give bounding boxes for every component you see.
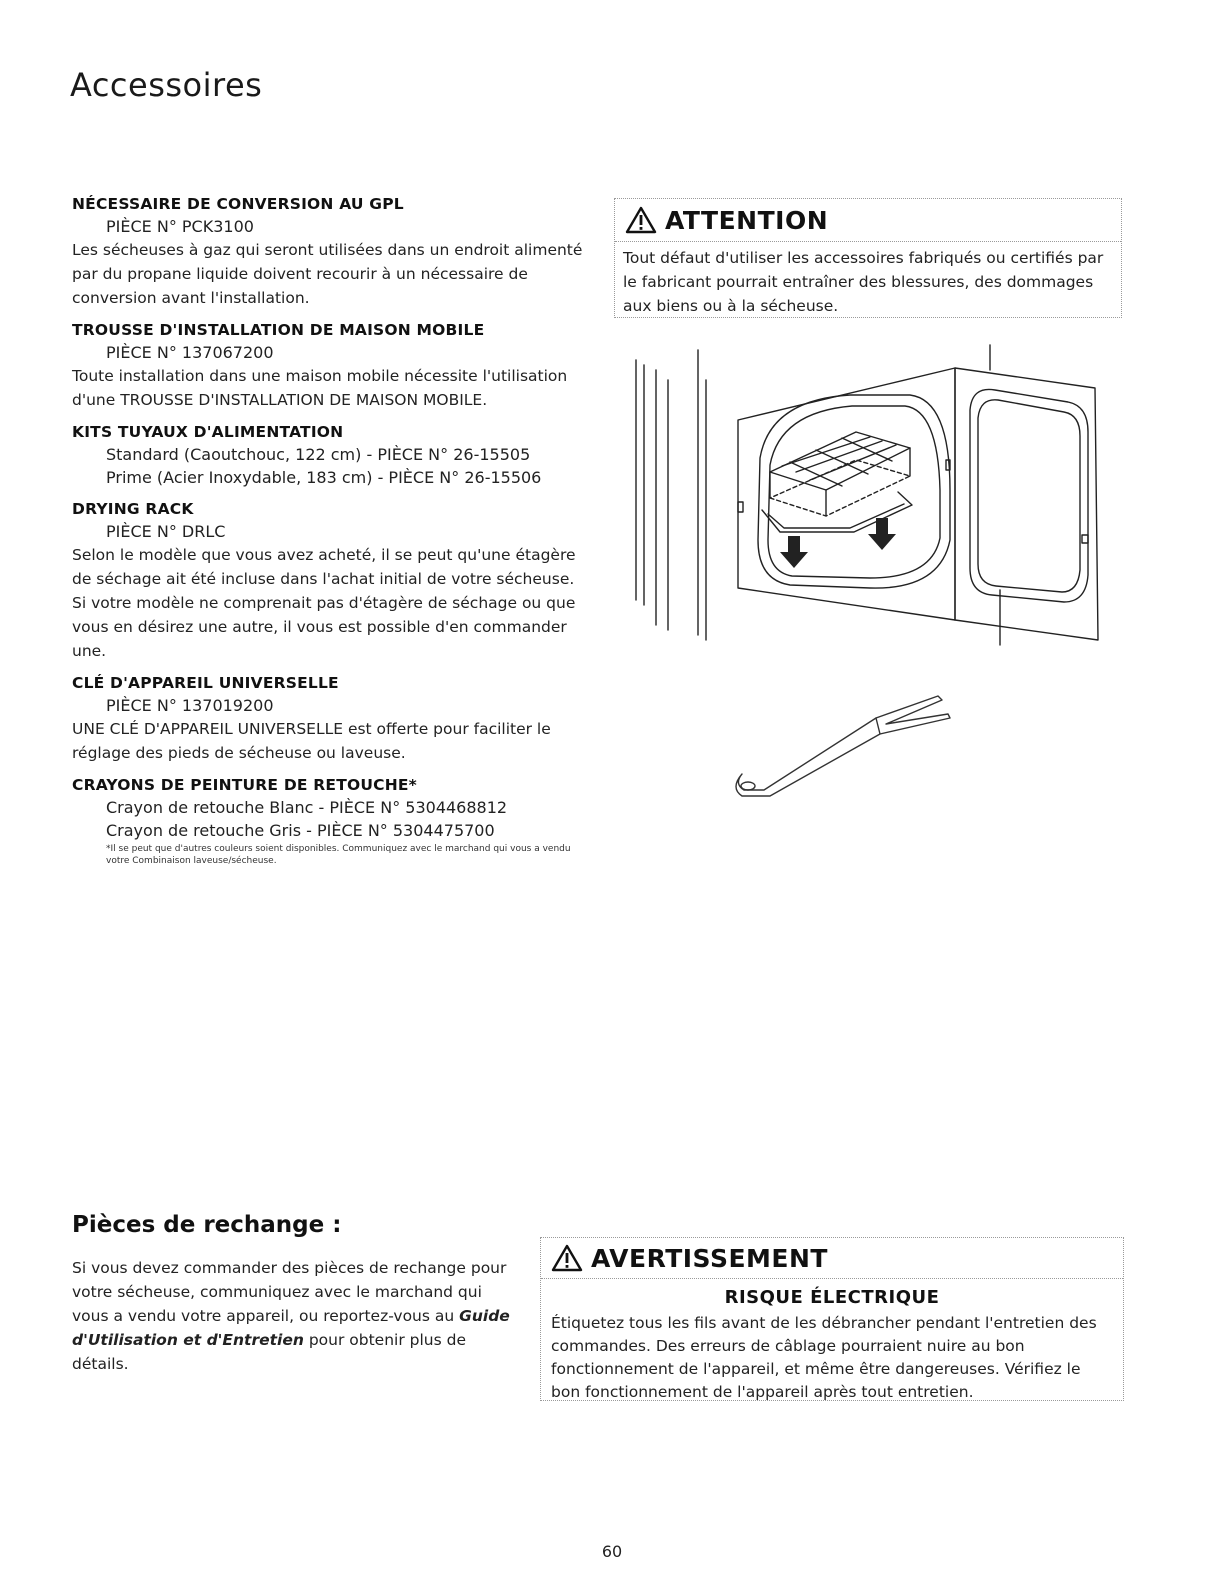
accessory-heading: CLÉ D'APPAREIL UNIVERSELLE bbox=[72, 674, 339, 692]
accessory-heading: KITS TUYAUX D'ALIMENTATION bbox=[72, 423, 344, 441]
accessory-part-number: PIÈCE N° 137019200 bbox=[106, 696, 274, 715]
accessory-hose-kits bbox=[72, 421, 592, 489]
accessory-part-number: PIÈCE N° PCK3100 bbox=[106, 217, 254, 236]
warning-text: Étiquetez tous les fils avant de les débrancher pendant l'entretien des commandes. Des erreurs de câblage pourraient nuire au bon fonctionnement de l'appareil, et même être dangereuses. Vérifiez le bon fonctionnement de l'appareil après tout entretien. bbox=[551, 1314, 1097, 1401]
accessory-description: Toute installation dans une maison mobile nécessite l'utilisation d'une TROUSSE D'INSTALLATION DE MAISON MOBILE. bbox=[72, 367, 568, 409]
accessory-heading: CRAYONS DE PEINTURE DE RETOUCHE* bbox=[72, 776, 417, 794]
page-title: Accessoires bbox=[70, 66, 263, 104]
replacement-text-before: Si vous devez commander des pièces de rechange pour votre sécheuse, communiquez avec le marchand qui vous a vendu votre appareil, ou reportez-vous au bbox=[72, 1259, 507, 1325]
guide-reference: Guide d'Utilisation et d'Entretien bbox=[72, 1307, 510, 1349]
attention-text: Tout défaut d'utiliser les accessoires fabriqués ou certifiés par le fabricant pourrait entraîner des blessures, des dommages aux biens ou à la sécheuse. bbox=[623, 249, 1104, 315]
attention-signal-word: ATTENTION bbox=[665, 205, 829, 235]
accessory-part-number: PIÈCE N° DRLC bbox=[106, 522, 226, 541]
attention-box bbox=[614, 198, 1122, 318]
warning-header bbox=[541, 1238, 1123, 1279]
warning-box bbox=[540, 1237, 1124, 1401]
accessory-mobile-home-kit bbox=[72, 319, 592, 412]
accessory-description: Les sécheuses à gaz qui seront utilisées dans un endroit alimenté par du propane liquide doivent recourir à un nécessaire de conversion avant l'installation. bbox=[72, 241, 583, 307]
accessory-option: Crayon de retouche Gris - PIÈCE N° 5304475700 bbox=[106, 821, 495, 840]
accessory-option: Prime (Acier Inoxydable, 183 cm) - PIÈCE N° 26-15506 bbox=[106, 468, 542, 487]
accessory-heading: DRYING RACK bbox=[72, 500, 194, 518]
accessory-heading: NÉCESSAIRE DE CONVERSION AU GPL bbox=[72, 195, 404, 213]
accessory-lpg-conversion bbox=[72, 193, 592, 310]
replacement-parts-text bbox=[72, 1256, 512, 1376]
replacement-parts-title: Pièces de rechange : bbox=[72, 1212, 342, 1238]
accessory-option: Standard (Caoutchouc, 122 cm) - PIÈCE N° 26-15505 bbox=[106, 445, 531, 464]
footnote: *Il se peut que d'autres couleurs soient disponibles. Communiquez avec le marchand qui vous a vendu votre Combinaison laveuse/sécheuse. bbox=[106, 844, 571, 866]
replacement-text-after: pour obtenir plus de détails. bbox=[72, 1331, 466, 1373]
accessory-description: UNE CLÉ D'APPAREIL UNIVERSELLE est offerte pour faciliter le réglage des pieds de sécheuse ou laveuse. bbox=[72, 720, 551, 762]
warning-signal-word: AVERTISSEMENT bbox=[591, 1243, 828, 1273]
universal-wrench-illustration bbox=[730, 688, 960, 808]
accessory-heading: TROUSSE D'INSTALLATION DE MAISON MOBILE bbox=[72, 321, 485, 339]
dryer-rack-illustration bbox=[620, 340, 1120, 650]
accessory-part-number: PIÈCE N° 137067200 bbox=[106, 343, 274, 362]
accessory-drying-rack bbox=[72, 498, 592, 663]
page-number: 60 bbox=[601, 1542, 623, 1561]
attention-header bbox=[615, 199, 1121, 242]
warning-subtitle: RISQUE ÉLECTRIQUE bbox=[724, 1287, 940, 1308]
accessory-universal-wrench bbox=[72, 672, 592, 765]
warning-triangle-icon bbox=[551, 1244, 583, 1272]
accessory-option: Crayon de retouche Blanc - PIÈCE N° 5304468812 bbox=[106, 798, 508, 817]
warning-triangle-icon bbox=[625, 206, 657, 234]
accessory-touch-up-paint bbox=[72, 774, 592, 867]
accessories-list bbox=[72, 193, 592, 876]
accessory-description: Selon le modèle que vous avez acheté, il se peut qu'une étagère de séchage ait été incluse dans l'achat initial de votre sécheuse. Si votre modèle ne comprenait pas d'étagère de séchage ou que vous en désirez une autre, il vous est possible d'en commander une. bbox=[72, 546, 576, 660]
